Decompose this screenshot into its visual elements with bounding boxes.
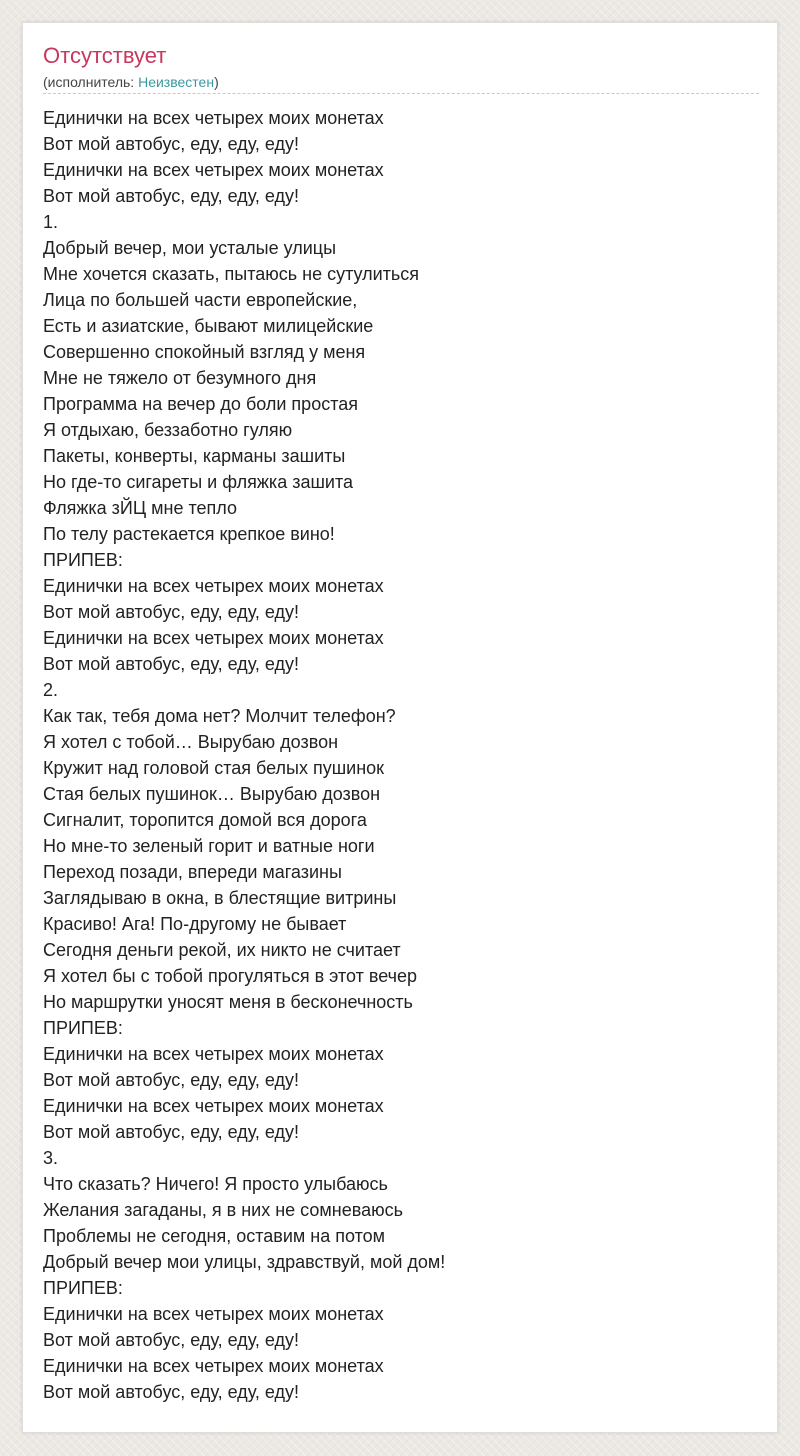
lyric-line: Фляжка зЙЦ мне тепло [43, 498, 238, 518]
lyric-line: Сигналит, торопится домой вся дорога [43, 810, 367, 830]
lyric-line: Мне хочется сказать, пытаюсь не сутулиться [43, 264, 420, 284]
lyric-line: Лица по большей части европейские, [43, 290, 358, 310]
lyric-line: Вот мой автобус, еду, еду, еду! [43, 1382, 300, 1402]
lyrics-text [43, 105, 445, 1405]
lyric-line: Но мне-то зеленый горит и ватные ноги [43, 836, 375, 856]
lyric-line: Переход позади, впереди магазины [43, 862, 342, 882]
lyric-line: Пакеты, конверты, карманы зашиты [43, 446, 346, 466]
lyric-line: Стая белых пушинок… Вырубаю дозвон [43, 784, 381, 804]
lyric-line: Вот мой автобус, еду, еду, еду! [43, 1330, 300, 1350]
lyric-line: Программа на вечер до боли простая [43, 394, 358, 414]
lyric-line: Единички на всех четырех моих монетах [43, 576, 384, 596]
song-title: Отсутствует [43, 43, 167, 68]
lyric-line: Единички на всех четырех моих монетах [43, 628, 384, 648]
lyric-line: Как так, тебя дома нет? Молчит телефон? [43, 706, 396, 726]
artist-suffix: ) [214, 74, 219, 90]
lyrics-card [22, 22, 778, 1433]
lyric-line: Вот мой автобус, еду, еду, еду! [43, 602, 300, 622]
lyric-line: Заглядываю в окна, в блестящие витрины [43, 888, 397, 908]
lyric-line: Вот мой автобус, еду, еду, еду! [43, 1122, 300, 1142]
lyric-line: ПРИПЕВ: [43, 1018, 123, 1038]
lyric-line: Мне не тяжело от безумного дня [43, 368, 317, 388]
lyric-line: 2. [43, 680, 59, 700]
lyric-line: Я отдыхаю, беззаботно гуляю [43, 420, 293, 440]
lyric-line: Единички на всех четырех моих монетах [43, 160, 384, 180]
lyric-line: Проблемы не сегодня, оставим на потом [43, 1226, 386, 1246]
lyric-line: Что сказать? Ничего! Я просто улыбаюсь [43, 1174, 388, 1194]
lyric-line: Добрый вечер, мои усталые улицы [43, 238, 337, 258]
lyric-line: Сегодня деньги рекой, их никто не считает [43, 940, 401, 960]
lyric-line: Вот мой автобус, еду, еду, еду! [43, 134, 300, 154]
lyric-line: Единички на всех четырех моих монетах [43, 1356, 384, 1376]
lyric-line: Совершенно спокойный взгляд у меня [43, 342, 366, 362]
artist-link[interactable]: Неизвестен [138, 74, 215, 90]
lyric-line: Добрый вечер мои улицы, здравствуй, мой дом! [43, 1252, 446, 1272]
lyric-line: Вот мой автобус, еду, еду, еду! [43, 186, 300, 206]
lyric-line: Единички на всех четырех моих монетах [43, 1044, 384, 1064]
lyric-line: ПРИПЕВ: [43, 1278, 123, 1298]
lyric-line: Желания загаданы, я в них не сомневаюсь [43, 1200, 403, 1220]
lyric-line: Красиво! Ага! По-другому не бывает [43, 914, 347, 934]
lyric-line: 3. [43, 1148, 59, 1168]
lyric-line: Вот мой автобус, еду, еду, еду! [43, 1070, 300, 1090]
lyric-line: По телу растекается крепкое вино! [43, 524, 335, 544]
artist-line [43, 73, 219, 91]
lyric-line: Я хотел с тобой… Вырубаю дозвон [43, 732, 339, 752]
lyric-line: Кружит над головой стая белых пушинок [43, 758, 385, 778]
lyric-line: Есть и азиатские, бывают милицейские [43, 316, 374, 336]
lyric-line: 1. [43, 212, 59, 232]
lyric-line: Но маршрутки уносят меня в бесконечность [43, 992, 413, 1012]
lyric-line: Единички на всех четырех моих монетах [43, 1304, 384, 1324]
artist-prefix: (исполнитель: [43, 74, 139, 90]
lyric-line: Вот мой автобус, еду, еду, еду! [43, 654, 300, 674]
lyric-line: Единички на всех четырех моих монетах [43, 108, 384, 128]
lyric-line: Но где-то сигареты и фляжка зашита [43, 472, 354, 492]
lyric-line: Единички на всех четырех моих монетах [43, 1096, 384, 1116]
title-divider [43, 93, 759, 94]
lyric-line: Я хотел бы с тобой прогуляться в этот вечер [43, 966, 418, 986]
lyric-line: ПРИПЕВ: [43, 550, 123, 570]
